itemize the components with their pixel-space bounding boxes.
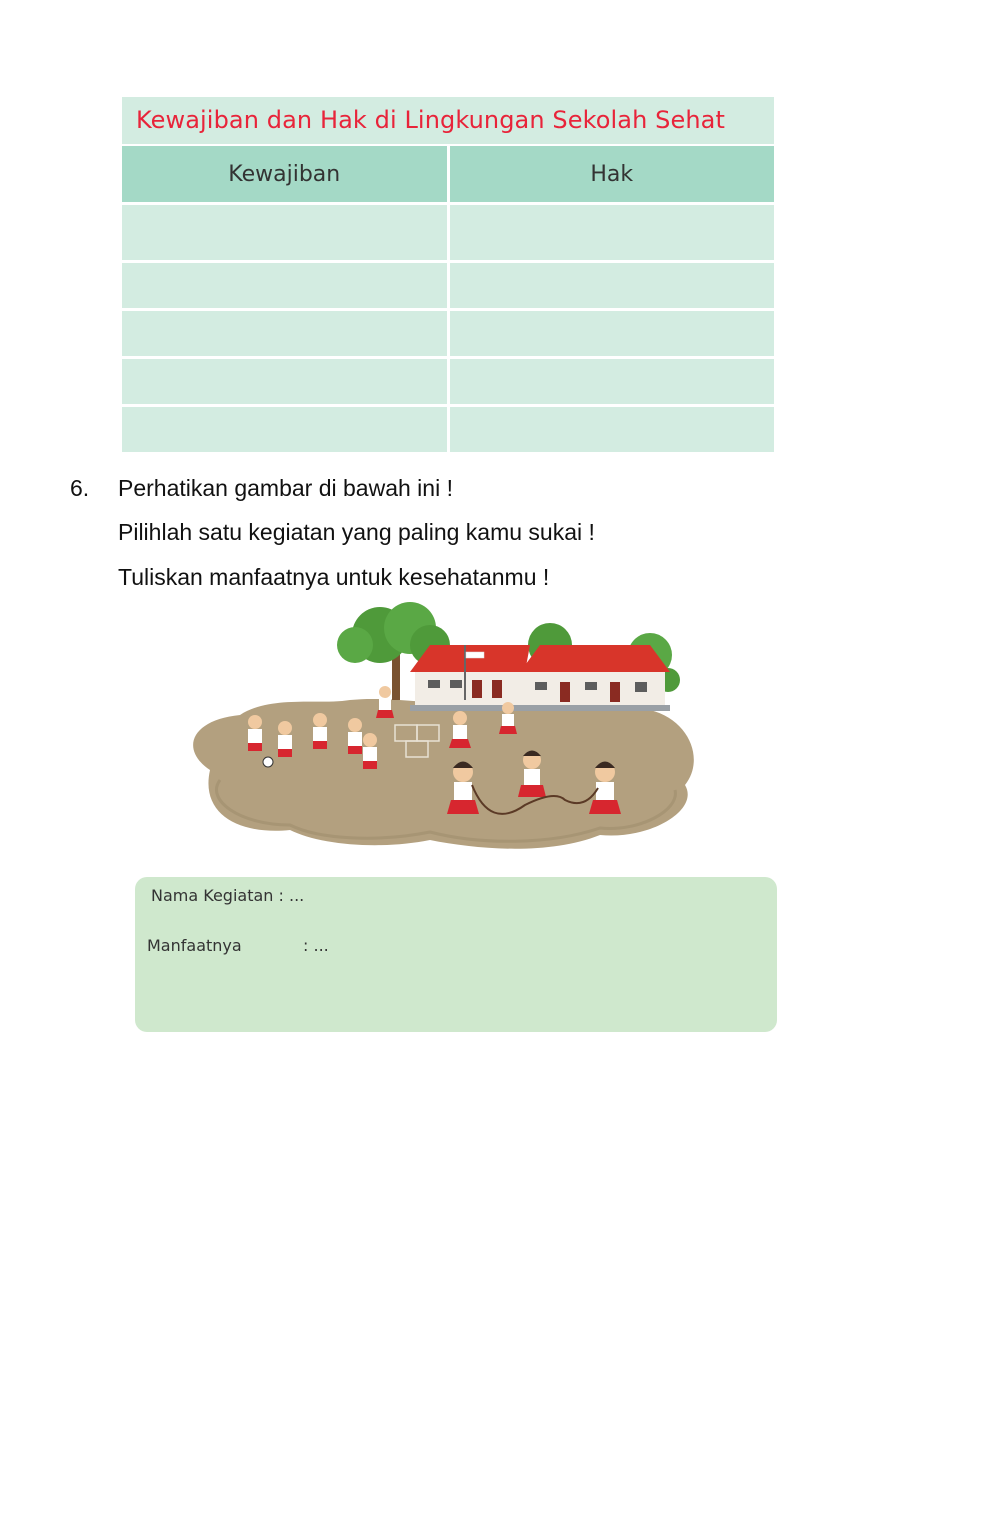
kewajiban-cell[interactable] [122,205,447,260]
table-header-row [122,146,774,202]
rights-duties-table [122,97,774,452]
table-row [122,263,774,308]
table-row [122,407,774,452]
kewajiban-cell[interactable] [122,263,447,308]
school-building [410,645,670,711]
hak-cell[interactable] [450,205,775,260]
table-row [122,311,774,356]
header-hak: Hak [450,146,775,202]
question-instruction: Perhatikan gambar di bawah ini ! [118,475,453,501]
kewajiban-cell[interactable] [122,359,447,404]
ground [193,695,694,849]
kewajiban-cell[interactable] [122,407,447,452]
answer-box[interactable] [135,877,777,1032]
question-instruction: Tuliskan manfaatnya untuk kesehatanmu ! [118,564,550,590]
hak-cell[interactable] [450,407,775,452]
benefit-label: Manfaatnya [147,936,242,955]
activity-name-label: Nama Kegiatan : ... [151,886,305,905]
hak-cell[interactable] [450,359,775,404]
school-playground-illustration [180,600,710,860]
question-instruction: Pilihlah satu kegiatan yang paling kamu sukai ! [118,519,595,545]
benefit-value: : ... [303,936,329,955]
header-kewajiban: Kewajiban [122,146,447,202]
question-number: 6. [70,475,90,501]
table-row [122,205,774,260]
table-title: Kewajiban dan Hak di Lingkungan Sekolah Sehat [122,97,774,144]
kewajiban-cell[interactable] [122,311,447,356]
hak-cell[interactable] [450,263,775,308]
hak-cell[interactable] [450,311,775,356]
table-row [122,359,774,404]
